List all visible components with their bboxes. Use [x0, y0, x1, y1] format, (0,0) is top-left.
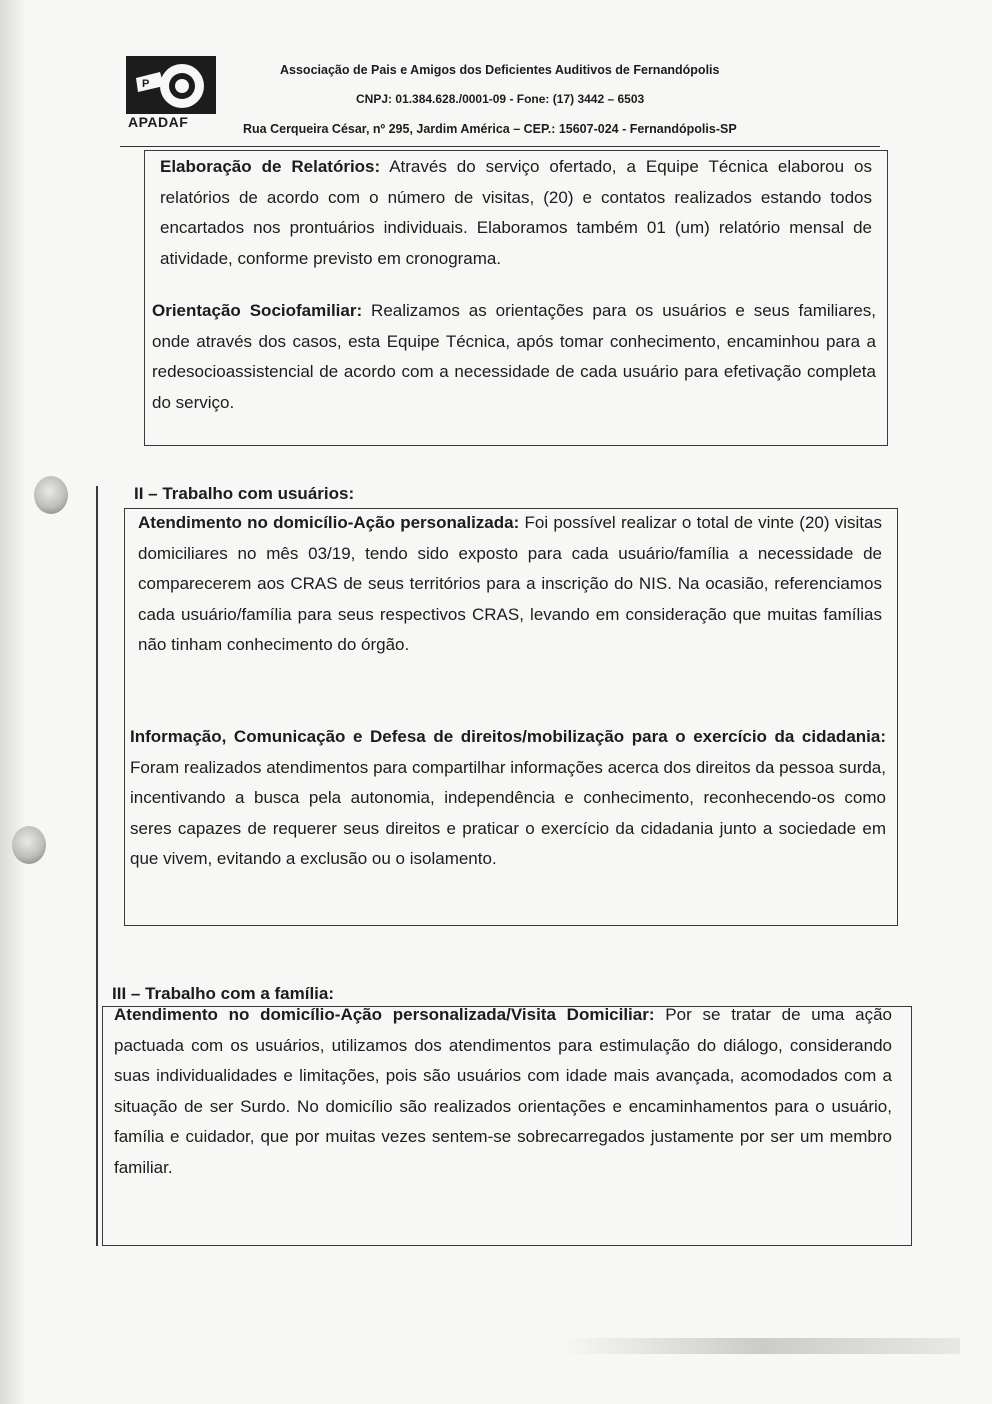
scan-artifact — [560, 1338, 960, 1354]
family-visit-paragraph — [114, 1000, 892, 1183]
reports-paragraph — [160, 152, 872, 274]
rights-title: Informação, Comunicação e Defesa de direitos/mobilização para o exercício da cidadania: — [130, 727, 886, 746]
family-visit-title: Atendimento no domicílio-Ação personalizada/Visita Domiciliar: — [114, 1005, 655, 1024]
orientation-text: Realizamos as orientações para os usuários e seus familiares, onde através dos casos, esta Equipe Técnica, após tomar conhecimento, encaminhou para a redesocioassistencial de acordo com a necessidade de cada usuário para efetivação completa do serviço. — [152, 301, 876, 412]
home-visit-text: Foi possível realizar o total de vinte (20) visitas domiciliares no mês 03/19, tendo sido exposto para cada usuário/família a necessidade de comparecerem aos CRAS de seus territórios para a inscrição do NIS. Na ocasião, referenciamos cada usuário/família para seus respectivos CRAS, levando em consideração que muitas famílias não tinham conhecimento do órgão. — [138, 513, 882, 654]
orientation-title: Orientação Sociofamiliar: — [152, 301, 363, 320]
section-users-title: II – Trabalho com usuários: — [134, 484, 355, 503]
section-family-title: III – Trabalho com a família: — [112, 984, 335, 1003]
rights-paragraph — [130, 722, 886, 875]
family-visit-text: Por se tratar de uma ação pactuada com os usuários, utilizamos dos atendimentos para estimulação do diálogo, considerando suas individualidades e limitações, pois são usuários com idade mais avançada, acomodados com a situação de ser Surdo. No domicílio são realizados orientações e encaminhamentos para o usuário, família e cuidador, que por muitas vezes sentem-se sobrecarregados justamente por ser um membro familiar. — [114, 1005, 892, 1177]
reports-text: Através do serviço ofertado, a Equipe Técnica elaborou os relatórios de acordo com o número de visitas, (20) e contatos realizados estando todos encartados nos prontuários individuais. Elaboramos também 01 (um) relatório mensal de atividade, conforme previsto em cronograma. — [160, 157, 872, 268]
cnpj-phone: CNPJ: 01.384.628./0001-09 - Fone: (17) 3442 – 6503 — [356, 92, 645, 106]
reports-title: Elaboração de Relatórios: — [160, 157, 381, 176]
home-visit-title: Atendimento no domicílio-Ação personalizada: — [138, 513, 520, 532]
home-visit-paragraph — [138, 508, 882, 661]
org-name: Associação de Pais e Amigos dos Deficientes Auditivos de Fernandópolis — [280, 63, 720, 77]
punch-hole — [12, 826, 46, 864]
scan-edge-shadow — [0, 0, 26, 1404]
punch-hole — [34, 476, 68, 514]
logo-label: APADAF — [128, 114, 189, 130]
svg-text:P: P — [142, 78, 150, 90]
address: Rua Cerqueira César, nº 295, Jardim América – CEP.: 15607-024 - Fernandópolis-SP — [243, 122, 737, 136]
orientation-paragraph — [152, 296, 876, 418]
header-rule — [120, 146, 880, 147]
page-frame-left — [96, 486, 98, 1246]
rights-text: Foram realizados atendimentos para compartilhar informações acerca dos direitos da pessoa surda, incentivando a busca pela autonomia, independência e conhecimento, reconhecendo-os como seres capazes de requerer seus direitos e praticar o exercício da cidadania junto a sociedade em que vivem, evitando a exclusão ou o isolamento. — [130, 757, 886, 868]
